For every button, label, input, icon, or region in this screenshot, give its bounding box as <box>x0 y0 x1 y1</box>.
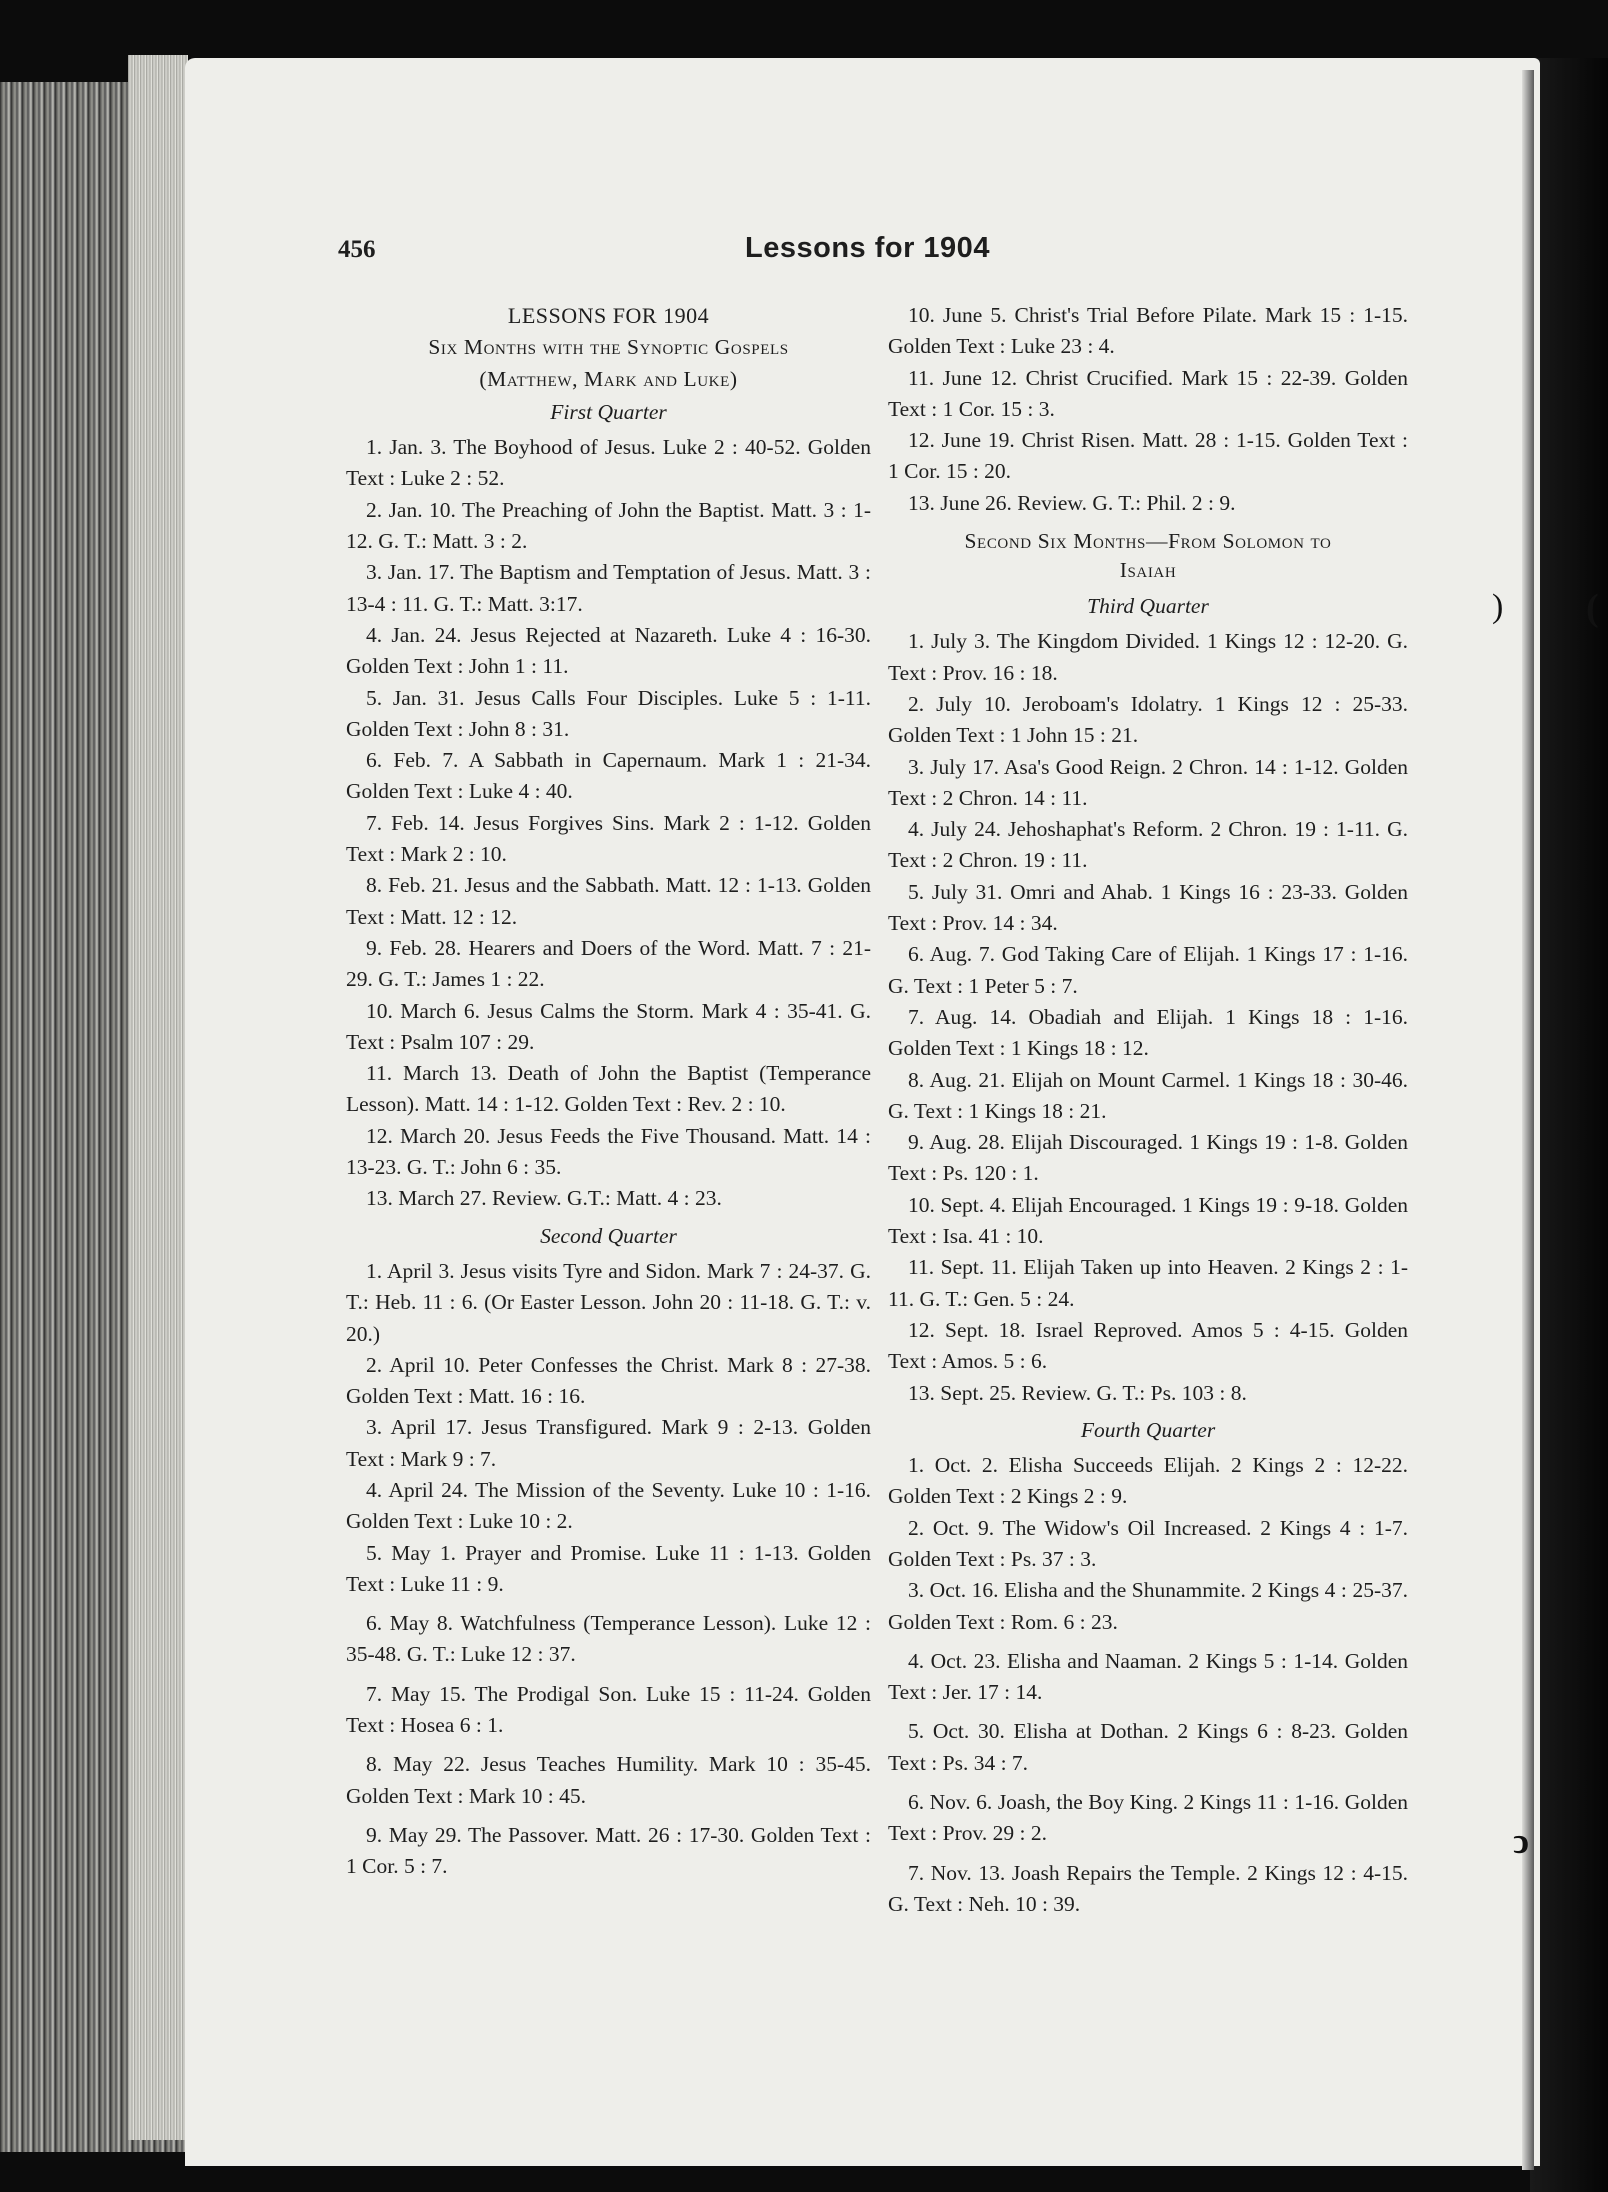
section-heading <box>888 527 1408 585</box>
section-heading-line-2: Isaiah <box>1119 558 1177 583</box>
lesson-entry: 5. July 31. Omri and Ahab. 1 Kings 16 : 23-33. Golden Text : Prov. 14 : 34. <box>888 879 1408 936</box>
lesson-entry: 2. July 10. Jeroboam's Idolatry. 1 Kings 12 : 25-33. Golden Text : 1 John 15 : 21. <box>888 691 1408 748</box>
margin-mark-paren: ) <box>1492 588 1504 625</box>
quarter-heading-first: First Quarter <box>550 399 667 424</box>
lesson-entry: 7. May 15. The Prodigal Son. Luke 15 : 11-24. Golden Text : Hosea 6 : 1. <box>346 1681 871 1738</box>
lesson-entry: 3. Jan. 17. The Baptism and Temptation of Jesus. Matt. 3 : 13-4 : 11. G. T.: Matt. 3:17. <box>346 560 871 616</box>
section-subtitle-books: (Matthew, Mark and Luke) <box>479 366 738 391</box>
lesson-entry: 8. Aug. 21. Elijah on Mount Carmel. 1 Kings 18 : 30-46. G. Text : 1 Kings 18 : 21. <box>888 1067 1408 1123</box>
lesson-entry: 4. Jan. 24. Jesus Rejected at Nazareth. Luke 4 : 16-30. Golden Text : John 1 : 11. <box>346 622 871 679</box>
book-page-edges-inner <box>128 55 188 2140</box>
section-title: LESSONS FOR 1904 <box>507 303 710 328</box>
lesson-entry: 4. April 24. The Mission of the Seventy. Luke 10 : 1-16. Golden Text : Luke 10 : 2. <box>346 1477 871 1534</box>
lesson-entry: 6. Feb. 7. A Sabbath in Capernaum. Mark 1 : 21-34. Golden Text : Luke 4 : 40. <box>346 748 871 804</box>
lesson-entry: 1. April 3. Jesus visits Tyre and Sidon. Mark 7 : 24-37. G. T.: Heb. 11 : 6. (Or Easter Lesson. John 20 : 11-18. G. T.: v. 20.) <box>346 1258 871 1346</box>
lesson-entry: 4. July 24. Jehoshaphat's Reform. 2 Chron. 19 : 1-11. G. Text : 2 Chron. 19 : 11. <box>888 817 1408 873</box>
margin-mark-hook: ↄ <box>1513 1821 1529 1861</box>
lesson-entry: 12. Sept. 18. Israel Reproved. Amos 5 : 4-15. Golden Text : Amos. 5 : 6. <box>888 1317 1408 1374</box>
lesson-entry: 10. June 5. Christ's Trial Before Pilate. Mark 15 : 1-15. Golden Text : Luke 23 : 4. <box>888 303 1408 359</box>
lesson-entry: 11. June 12. Christ Crucified. Mark 15 : 22-39. Golden Text : 1 Cor. 15 : 3. <box>888 365 1408 421</box>
lesson-entry: 13. March 27. Review. G.T.: Matt. 4 : 23. <box>366 1186 722 1211</box>
page-number: 456 <box>338 236 376 263</box>
lesson-entry: 7. Feb. 14. Jesus Forgives Sins. Mark 2 : 1-12. Golden Text : Mark 2 : 10. <box>346 810 871 867</box>
lesson-entry: 1. Jan. 3. The Boyhood of Jesus. Luke 2 : 40-52. Golden Text : Luke 2 : 52. <box>346 435 871 491</box>
lesson-entry: 6. May 8. Watchfulness (Temperance Lesson). Luke 12 : 35-48. G. T.: Luke 12 : 37. <box>346 1611 871 1667</box>
lesson-entry: 9. Feb. 28. Hearers and Doers of the Word. Matt. 7 : 21-29. G. T.: James 1 : 22. <box>346 935 871 992</box>
lesson-entry: 1. July 3. The Kingdom Divided. 1 Kings 12 : 12-20. G. Text : Prov. 16 : 18. <box>888 629 1408 685</box>
section-subtitle: Six Months with the Synoptic Gospels <box>428 335 789 360</box>
margin-mark-left-paren: ( <box>1586 587 1599 629</box>
lesson-entry: 5. May 1. Prayer and Promise. Luke 11 : 1-13. Golden Text : Luke 11 : 9. <box>346 1540 871 1596</box>
lesson-entry: 7. Nov. 13. Joash Repairs the Temple. 2 Kings 12 : 4-15. G. Text : Neh. 10 : 39. <box>888 1860 1408 1916</box>
lesson-entry: 13. Sept. 25. Review. G. T.: Ps. 103 : 8. <box>908 1380 1247 1405</box>
lesson-entry: 8. May 22. Jesus Teaches Humility. Mark 10 : 35-45. Golden Text : Mark 10 : 45. <box>346 1752 871 1808</box>
running-title: Lessons for 1904 <box>745 232 990 264</box>
lesson-entry: 10. March 6. Jesus Calms the Storm. Mark 4 : 35-41. G. Text : Psalm 107 : 29. <box>346 998 871 1054</box>
quarter-heading-second: Second Quarter <box>540 1223 677 1248</box>
lesson-entry: 6. Aug. 7. God Taking Care of Elijah. 1 Kings 17 : 1-16. G. Text : 1 Peter 5 : 7. <box>888 942 1408 998</box>
lesson-entry: 8. Feb. 21. Jesus and the Sabbath. Matt. 12 : 1-13. Golden Text : Matt. 12 : 12. <box>346 873 871 929</box>
lesson-entry: 11. Sept. 11. Elijah Taken up into Heaven. 2 Kings 2 : 1-11. G. T.: Gen. 5 : 24. <box>888 1255 1408 1311</box>
quarter-heading-fourth: Fourth Quarter <box>1080 1417 1216 1442</box>
lesson-entry: 9. Aug. 28. Elijah Discouraged. 1 Kings 19 : 1-8. Golden Text : Ps. 120 : 1. <box>888 1130 1408 1186</box>
lesson-entry: 10. Sept. 4. Elijah Encouraged. 1 Kings 19 : 9-18. Golden Text : Isa. 41 : 10. <box>888 1192 1408 1249</box>
lesson-entry: 9. May 29. The Passover. Matt. 26 : 17-30. Golden Text : 1 Cor. 5 : 7. <box>346 1822 871 1879</box>
lesson-entry: 5. Oct. 30. Elisha at Dothan. 2 Kings 6 : 8-23. Golden Text : Ps. 34 : 7. <box>888 1719 1408 1775</box>
section-heading-line-1: Second Six Months—From Solomon to <box>964 529 1332 554</box>
lesson-entry: 12. June 19. Christ Risen. Matt. 28 : 1-15. Golden Text : 1 Cor. 15 : 20. <box>888 428 1408 484</box>
right-column <box>888 300 1408 1920</box>
page-header <box>0 232 1608 276</box>
lesson-entry: 2. April 10. Peter Confesses the Christ. Mark 8 : 27-38. Golden Text : Matt. 16 : 16. <box>346 1352 871 1409</box>
lesson-entry: 12. March 20. Jesus Feeds the Five Thousand. Matt. 14 : 13-23. G. T.: John 6 : 35. <box>346 1123 871 1180</box>
lesson-entry: 1. Oct. 2. Elisha Succeeds Elijah. 2 Kings 2 : 12-22. Golden Text : 2 Kings 2 : 9. <box>888 1453 1408 1509</box>
lesson-entry: 7. Aug. 14. Obadiah and Elijah. 1 Kings 18 : 1-16. Golden Text : 1 Kings 18 : 12. <box>888 1004 1408 1061</box>
lesson-entry: 6. Nov. 6. Joash, the Boy King. 2 Kings 11 : 1-16. Golden Text : Prov. 29 : 2. <box>888 1790 1408 1846</box>
lesson-entry: 5. Jan. 31. Jesus Calls Four Disciples. Luke 5 : 1-11. Golden Text : John 8 : 31. <box>346 685 871 741</box>
lesson-entry: 3. April 17. Jesus Transfigured. Mark 9 : 2-13. Golden Text : Mark 9 : 7. <box>346 1415 871 1471</box>
lesson-entry: 11. March 13. Death of John the Baptist (Temperance Lesson). Matt. 14 : 1-12. Golden Text : Rev. 2 : 10. <box>346 1061 871 1117</box>
lesson-entry: 3. Oct. 16. Elisha and the Shunammite. 2 Kings 4 : 25-37. Golden Text : Rom. 6 : 23. <box>888 1578 1408 1634</box>
lesson-entry: 2. Oct. 9. The Widow's Oil Increased. 2 Kings 4 : 1-7. Golden Text : Ps. 37 : 3. <box>888 1515 1408 1571</box>
quarter-heading-third: Third Quarter <box>1087 594 1209 619</box>
lesson-entry: 3. July 17. Asa's Good Reign. 2 Chron. 14 : 1-12. Golden Text : 2 Chron. 14 : 11. <box>888 754 1408 810</box>
book-gutter-shadow <box>1530 58 1608 2192</box>
lesson-entry: 13. June 26. Review. G. T.: Phil. 2 : 9. <box>908 490 1236 515</box>
lesson-entry: 2. Jan. 10. The Preaching of John the Baptist. Matt. 3 : 1-12. G. T.: Matt. 3 : 2. <box>346 497 871 554</box>
left-column <box>346 300 871 1883</box>
lesson-entry: 4. Oct. 23. Elisha and Naaman. 2 Kings 5 : 1-14. Golden Text : Jer. 17 : 14. <box>888 1648 1408 1705</box>
